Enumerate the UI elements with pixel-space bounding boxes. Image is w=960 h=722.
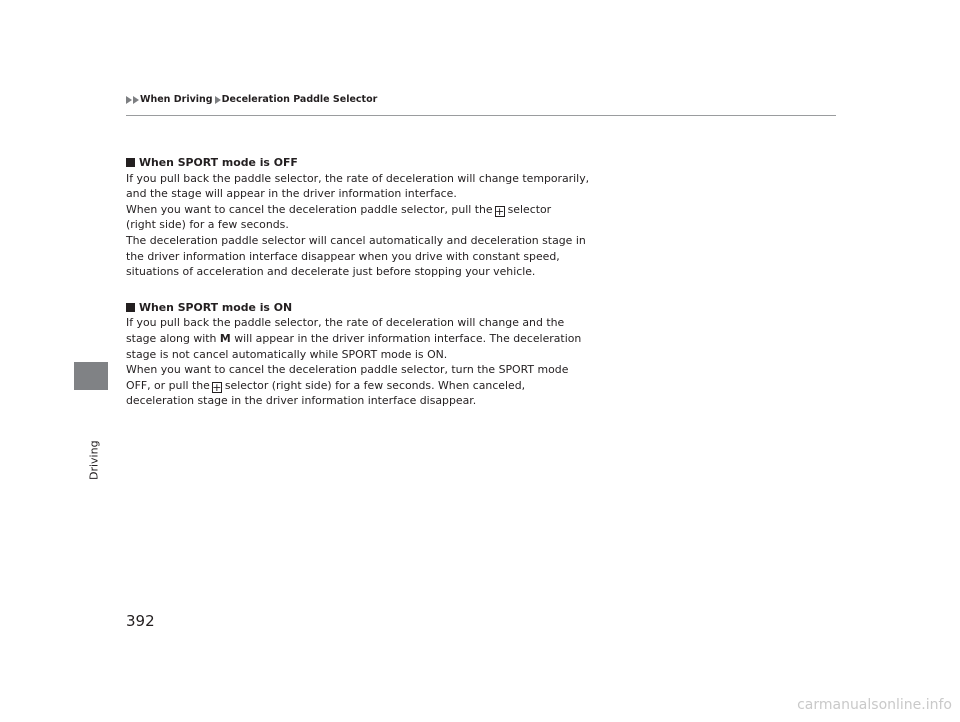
paragraph-text: selector: [507, 202, 552, 216]
paragraph-line: [126, 378, 566, 394]
plus-paddle-icon: +: [212, 380, 222, 394]
section-heading: [126, 155, 566, 171]
paragraph-text: OFF, or pull the: [126, 378, 210, 392]
m-indicator: M: [219, 331, 231, 345]
chapter-tab-label: Driving: [87, 440, 101, 480]
paragraph-line: deceleration stage in the driver information interface disappear.: [126, 394, 477, 408]
section-heading-text: When SPORT mode is OFF: [139, 156, 298, 169]
header-divider: [126, 115, 836, 116]
paragraph-line: If you pull back the paddle selector, the rate of deceleration will change temporarily,: [126, 171, 590, 185]
breadcrumb-arrow-icon: [215, 96, 221, 104]
paragraph-line: stage is not cancel automatically while SPORT mode is ON.: [126, 347, 448, 361]
paragraph-line: The deceleration paddle selector will cancel automatically and deceleration stage in: [126, 233, 586, 247]
watermark: carmanualsonline.info: [797, 697, 952, 713]
section-sport-on: [126, 300, 582, 409]
breadcrumb-arrow-icon: [133, 96, 139, 104]
section-heading-text: When SPORT mode is ON: [139, 300, 293, 314]
paragraph-line: and the stage will appear in the driver information interface.: [126, 187, 457, 201]
breadcrumb-item[interactable]: When Driving: [140, 94, 213, 105]
paragraph-line: [126, 331, 582, 347]
breadcrumb: [126, 94, 379, 105]
chapter-tab-marker: [74, 362, 108, 390]
plus-paddle-icon: +: [495, 204, 505, 218]
paragraph-line: the driver information interface disappear when you drive with constant speed,: [126, 249, 560, 263]
paragraph-text: selector (right side) for a few seconds. When canceled,: [224, 378, 526, 392]
paragraph-line: situations of acceleration and decelerate just before stopping your vehicle.: [126, 265, 536, 279]
square-bullet-icon: [126, 303, 135, 312]
paragraph-line: (right side) for a few seconds.: [126, 218, 289, 232]
paragraph-line: When you want to cancel the deceleration paddle selector, turn the SPORT mode: [126, 363, 569, 377]
page-number: 392: [126, 612, 155, 630]
paragraph-line: If you pull back the paddle selector, the rate of deceleration will change and the: [126, 316, 565, 330]
paragraph-text: will appear in the driver information interface. The deceleration: [234, 331, 582, 345]
breadcrumb-arrow-icon: [126, 96, 132, 104]
paragraph-text: When you want to cancel the deceleration paddle selector, pull the: [126, 202, 493, 216]
section-sport-off: [126, 155, 590, 280]
paragraph-line: [126, 202, 566, 218]
paragraph-text: stage along with: [126, 331, 217, 345]
breadcrumb-item[interactable]: Deceleration Paddle Selector: [221, 94, 378, 105]
section-heading: [126, 300, 566, 316]
page-content: [126, 155, 590, 429]
square-bullet-icon: [126, 158, 135, 167]
